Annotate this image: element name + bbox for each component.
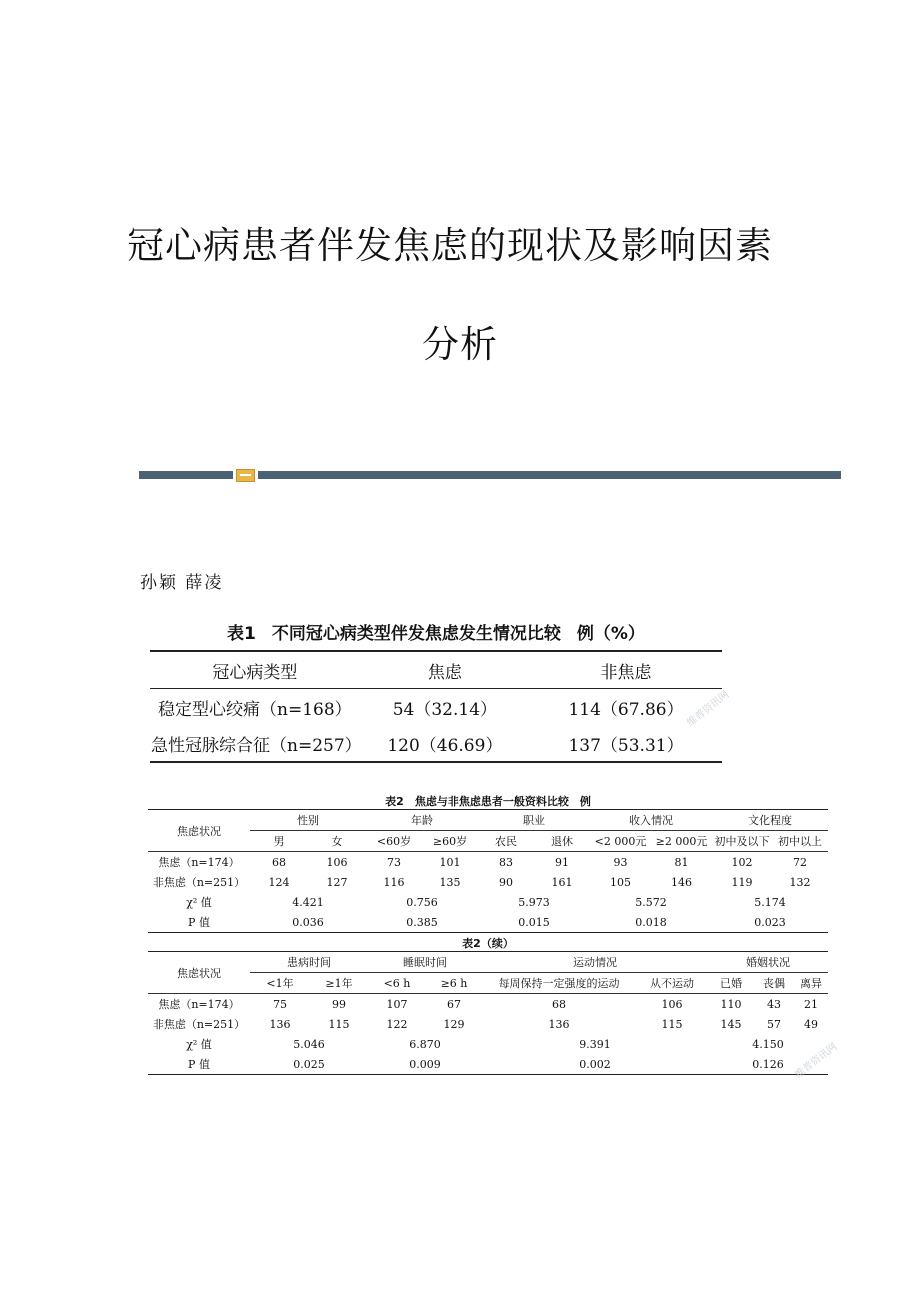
table-2-cell: 119 (731, 875, 753, 889)
table-2-cell: 72 (793, 855, 807, 869)
table-2-continued-subheader: ≥6 h (426, 973, 482, 994)
table-2-group: 收入情况 (590, 810, 712, 831)
table-2-continued-chi-value: 6.870 (409, 1037, 441, 1051)
table-2-cell: 127 (326, 875, 348, 889)
table-2-cell: 68 (272, 855, 286, 869)
table-2-group: 职业 (478, 810, 590, 831)
table-row (148, 1034, 828, 1054)
table-2-subheader: 女 (308, 831, 366, 852)
paper-title-line1: 冠心病患者伴发焦虑的现状及影响因素 (127, 224, 773, 267)
table-1-header: 焦虑 (360, 651, 530, 689)
table-2-subheader: <2 000元 (590, 831, 651, 852)
table-2-continued-row-label: 焦虑（n=174） (158, 998, 240, 1011)
table-row (148, 852, 828, 873)
table-2-cell: 132 (789, 875, 811, 889)
table-2-continued-group: 运动情况 (482, 952, 708, 973)
table-row (148, 872, 828, 892)
divider-right (258, 471, 841, 479)
table-2-continued-group: 婚姻状况 (708, 952, 828, 973)
table-2-continued-cell: 21 (804, 997, 819, 1011)
table-2-cell: 90 (499, 875, 513, 889)
table-2-row-label: 焦虑（n=174） (158, 856, 240, 869)
table-2-group: 文化程度 (712, 810, 828, 831)
table-2-subheader: 退休 (534, 831, 590, 852)
table-2-chi-value: 5.572 (635, 895, 667, 909)
table-2-continued-p-value: 0.009 (368, 1054, 482, 1075)
table-2-cell: 73 (387, 855, 401, 869)
table-1-cell: 137（53.31） (530, 725, 722, 762)
table-2-continued-group: 患病时间 (250, 952, 368, 973)
watermark: 维普资讯网 (685, 689, 732, 729)
table-2-continued-subheader: 已婚 (708, 973, 754, 994)
table-2-continued-cell: 49 (804, 1017, 819, 1031)
table-2-cell: 146 (671, 875, 692, 889)
table-1-cell: 54（32.14） (392, 699, 498, 720)
table-2-group: 性别 (250, 810, 366, 831)
table-2-continued-group: 睡眠时间 (368, 952, 482, 973)
table-2-continued-cell: 99 (332, 997, 346, 1011)
table-2-continued-subheader: ≥1年 (310, 973, 368, 994)
table-2-continued-p-label: P 值 (148, 1054, 250, 1075)
table-row (148, 912, 828, 933)
table-2-continued-chi-value: 4.150 (752, 1037, 784, 1051)
table-1-caption (150, 618, 722, 650)
authors: 孙颖 薛凌 (140, 573, 224, 593)
table-2-p-value: 0.018 (590, 912, 712, 933)
table-2-continued-p-value: 0.002 (482, 1054, 708, 1075)
table-2-cell: 83 (499, 855, 513, 869)
table-2-chi-value: 4.421 (292, 895, 324, 909)
table-1-cell: 120（46.69） (360, 725, 530, 762)
table-2-cell: 116 (383, 875, 405, 889)
table-2-continued-subheader: 离异 (794, 973, 828, 994)
table-1-cell: 急性冠脉综合征（n=257） (150, 725, 360, 762)
table-2-continued-p-value: 0.126 (708, 1054, 828, 1075)
table-2-row-label-header: 焦虑状况 (148, 810, 250, 852)
table-2-continued-cell: 106 (661, 997, 683, 1011)
table-2-continued-chi-value: 9.391 (579, 1037, 611, 1051)
table-1-label: 表1 (227, 624, 256, 644)
table-row (148, 892, 828, 912)
divider-left (139, 471, 233, 479)
table-2-continued-subheader: 每周保持一定强度的运动 (482, 973, 636, 994)
table-2-continued-cell: 136 (548, 1017, 570, 1031)
table-2-continued-cell: 122 (386, 1017, 408, 1031)
table-2-caption: 表2 焦虑与非焦虑患者一般资料比较 例 (385, 795, 591, 808)
table-2-subheader: 初中及以下 (712, 831, 772, 852)
table-2-subheader: 初中以上 (772, 831, 828, 852)
table-1-unit: 例（%） (576, 624, 645, 644)
table-2 (148, 795, 828, 933)
table-2-cell: 106 (326, 855, 348, 869)
table-row (148, 1014, 828, 1034)
table-2-continued-subheader: <1年 (250, 973, 310, 994)
table-2-continued-cell: 57 (767, 1017, 781, 1031)
table-2-continued-chi-label: χ² 值 (186, 1038, 212, 1051)
table-2-p-value: 0.023 (712, 912, 828, 933)
table-2-continued-cell: 110 (720, 997, 742, 1011)
table-2-continued-subheader: <6 h (368, 973, 426, 994)
table-2-row-label: 非焦虑（n=251） (152, 876, 246, 889)
table-2-continued-cell: 107 (386, 997, 408, 1011)
table-2-cell: 105 (610, 875, 631, 889)
paper-title-line2: 分析 (422, 323, 498, 366)
table-2-p-value: 0.015 (478, 912, 590, 933)
table-row (150, 689, 722, 726)
table-2-subheader: ≥2 000元 (651, 831, 712, 852)
table-2-chi-value: 5.973 (518, 895, 550, 909)
table-1-header: 非焦虑 (530, 651, 722, 689)
table-2-continued-cell: 115 (661, 1017, 683, 1031)
table-2-continued-chi-value: 5.046 (293, 1037, 325, 1051)
table-2-chi-value: 0.756 (406, 895, 438, 909)
table-2-continued-cell: 129 (443, 1017, 465, 1031)
table-2-continued-cell: 75 (273, 997, 287, 1011)
table-2-p-value: 0.036 (250, 912, 366, 933)
table-2-chi-value: 5.174 (754, 895, 786, 909)
table-2-continued-cell: 145 (720, 1017, 742, 1031)
table-2-cell: 91 (555, 855, 569, 869)
table-2-continued-caption: 表2（续） (462, 937, 514, 950)
table-2-continued-cell: 115 (328, 1017, 350, 1031)
table-2-continued-cell: 68 (552, 997, 566, 1011)
table-2-subheader: ≥60岁 (422, 831, 478, 852)
table-2-cell: 81 (674, 855, 689, 869)
table-2-continued-cell: 67 (447, 997, 461, 1011)
table-2-cell: 135 (439, 875, 461, 889)
table-2-cell: 102 (731, 855, 753, 869)
table-2-cell: 161 (551, 875, 573, 889)
table-2-continued-cell: 136 (269, 1017, 291, 1031)
table-2-group: 年龄 (366, 810, 478, 831)
table-2-continued-subheader: 从不运动 (636, 973, 708, 994)
table-1 (150, 618, 722, 763)
table-2-continued-cell: 43 (767, 997, 781, 1011)
divider-badge-icon (236, 469, 255, 482)
table-2-cell: 101 (439, 855, 461, 869)
table-1-cell: 114（67.86） (568, 699, 684, 720)
table-2-continued-row-label: 非焦虑（n=251） (152, 1018, 246, 1031)
table-2-continued (148, 937, 828, 1075)
table-1-cell: 稳定型心绞痛（n=168） (158, 699, 352, 720)
table-2-continued-row-label-header: 焦虑状况 (148, 952, 250, 994)
table-row (150, 725, 722, 762)
table-2-p-value: 0.385 (366, 912, 478, 933)
watermark: 维普资讯网 (793, 1041, 840, 1081)
table-2-continued-p-value: 0.025 (250, 1054, 368, 1075)
table-1-header: 冠心病类型 (150, 651, 360, 689)
table-2-continued-subheader: 丧偶 (754, 973, 794, 994)
table-2-p-label: P 值 (148, 912, 250, 933)
table-2-subheader: <60岁 (366, 831, 422, 852)
table-2-subheader: 农民 (478, 831, 534, 852)
table-2-chi-label: χ² 值 (186, 896, 212, 909)
table-row (148, 1054, 828, 1075)
table-1-caption-text: 不同冠心病类型伴发焦虑发生情况比较 (271, 624, 561, 644)
table-2-cell: 93 (613, 855, 628, 869)
table-2-cell: 124 (268, 875, 290, 889)
table-row (148, 994, 828, 1015)
table-2-subheader: 男 (250, 831, 308, 852)
